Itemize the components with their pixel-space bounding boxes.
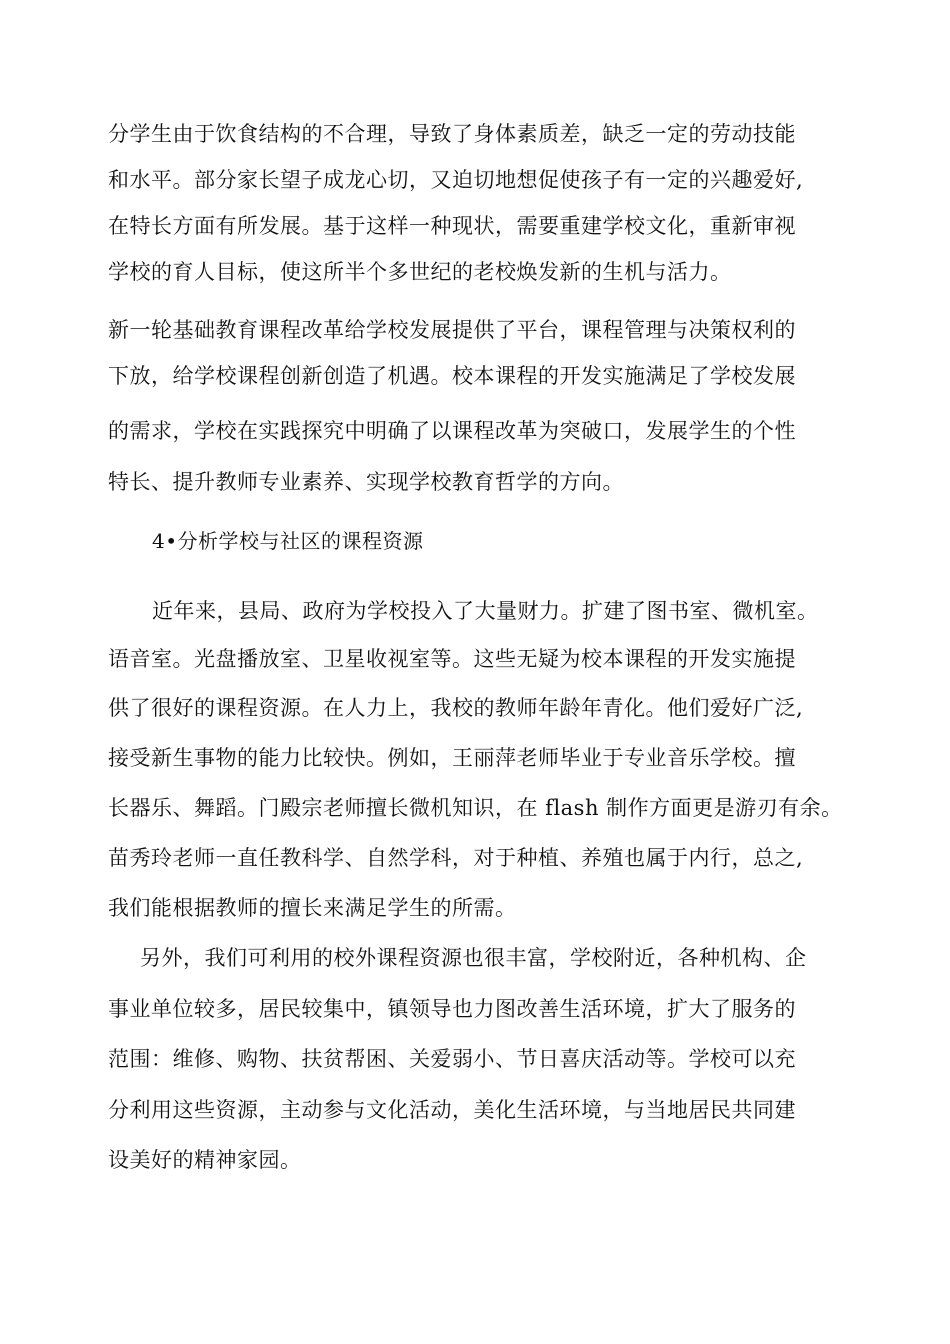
paragraph-2-line-4: 特长、提升教师专业素养、实现学校教育哲学的方向。 [108, 470, 624, 494]
paragraph-3-line-7: 我们能根据教师的擅长来满足学生的所需。 [108, 896, 517, 920]
paragraph-3-line-4: 接受新生事物的能力比较快。例如，王丽萍老师毕业于专业音乐学校。擅 [108, 746, 796, 770]
paragraph-2-line-2: 下放，给学校课程创新创造了机遇。校本课程的开发实施满足了学校发展 [108, 364, 796, 388]
paragraph-3-line-3: 供了很好的课程资源。在人力上，我校的教师年龄年青化。他们爱好广泛, [108, 696, 804, 720]
paragraph-3-line-2: 语音室。光盘播放室、卫星收视室等。这些无疑为校本课程的开发实施提 [108, 647, 796, 671]
paragraph-4-line-5: 设美好的精神家园。 [108, 1148, 302, 1172]
paragraph-1-line-1: 分学生由于饮食结构的不合理，导致了身体素质差，缺乏一定的劳动技能 [108, 122, 796, 146]
paragraph-3-line-1: 近年来，县局、政府为学校投入了大量财力。扩建了图书室、微机室。 [152, 599, 819, 623]
paragraph-4-line-3: 范围：维修、购物、扶贫帮困、关爱弱小、节日喜庆活动等。学校可以充 [108, 1047, 796, 1071]
section-heading: 4•分析学校与社区的课程资源 [152, 529, 424, 553]
paragraph-1-line-2: 和水平。部分家长望子成龙心切，又迫切地想促使孩子有一定的兴趣爱好, [108, 168, 804, 192]
paragraph-4-line-4: 分利用这些资源，主动参与文化活动，美化生活环境，与当地居民共同建 [108, 1098, 796, 1122]
paragraph-4-line-2: 事业单位较多，居民较集中，镇领导也力图改善生活环境，扩大了服务的 [108, 997, 796, 1021]
paragraph-2-line-3: 的需求，学校在实践探究中明确了以课程改革为突破口，发展学生的个性 [108, 419, 796, 443]
paragraph-2-line-1: 新一轮基础教育课程改革给学校发展提供了平台，课程管理与决策权利的 [108, 318, 796, 342]
paragraph-3-line-5: 长器乐、舞蹈。门殿宗老师擅长微机知识，在 flash 制作方面更是游刃有余。 [108, 796, 843, 820]
paragraph-3-line-6: 苗秀玲老师一直任教科学、自然学科，对于种植、养殖也属于内行，总之, [108, 846, 804, 870]
paragraph-4-line-1: 另外，我们可利用的校外课程资源也很丰富，学校附近，各种机构、企 [140, 946, 807, 970]
paragraph-1-line-3: 在特长方面有所发展。基于这样一种现状，需要重建学校文化，重新审视 [108, 214, 796, 238]
paragraph-1-line-4: 学校的育人目标，使这所半个多世纪的老校焕发新的生机与活力。 [108, 260, 732, 284]
